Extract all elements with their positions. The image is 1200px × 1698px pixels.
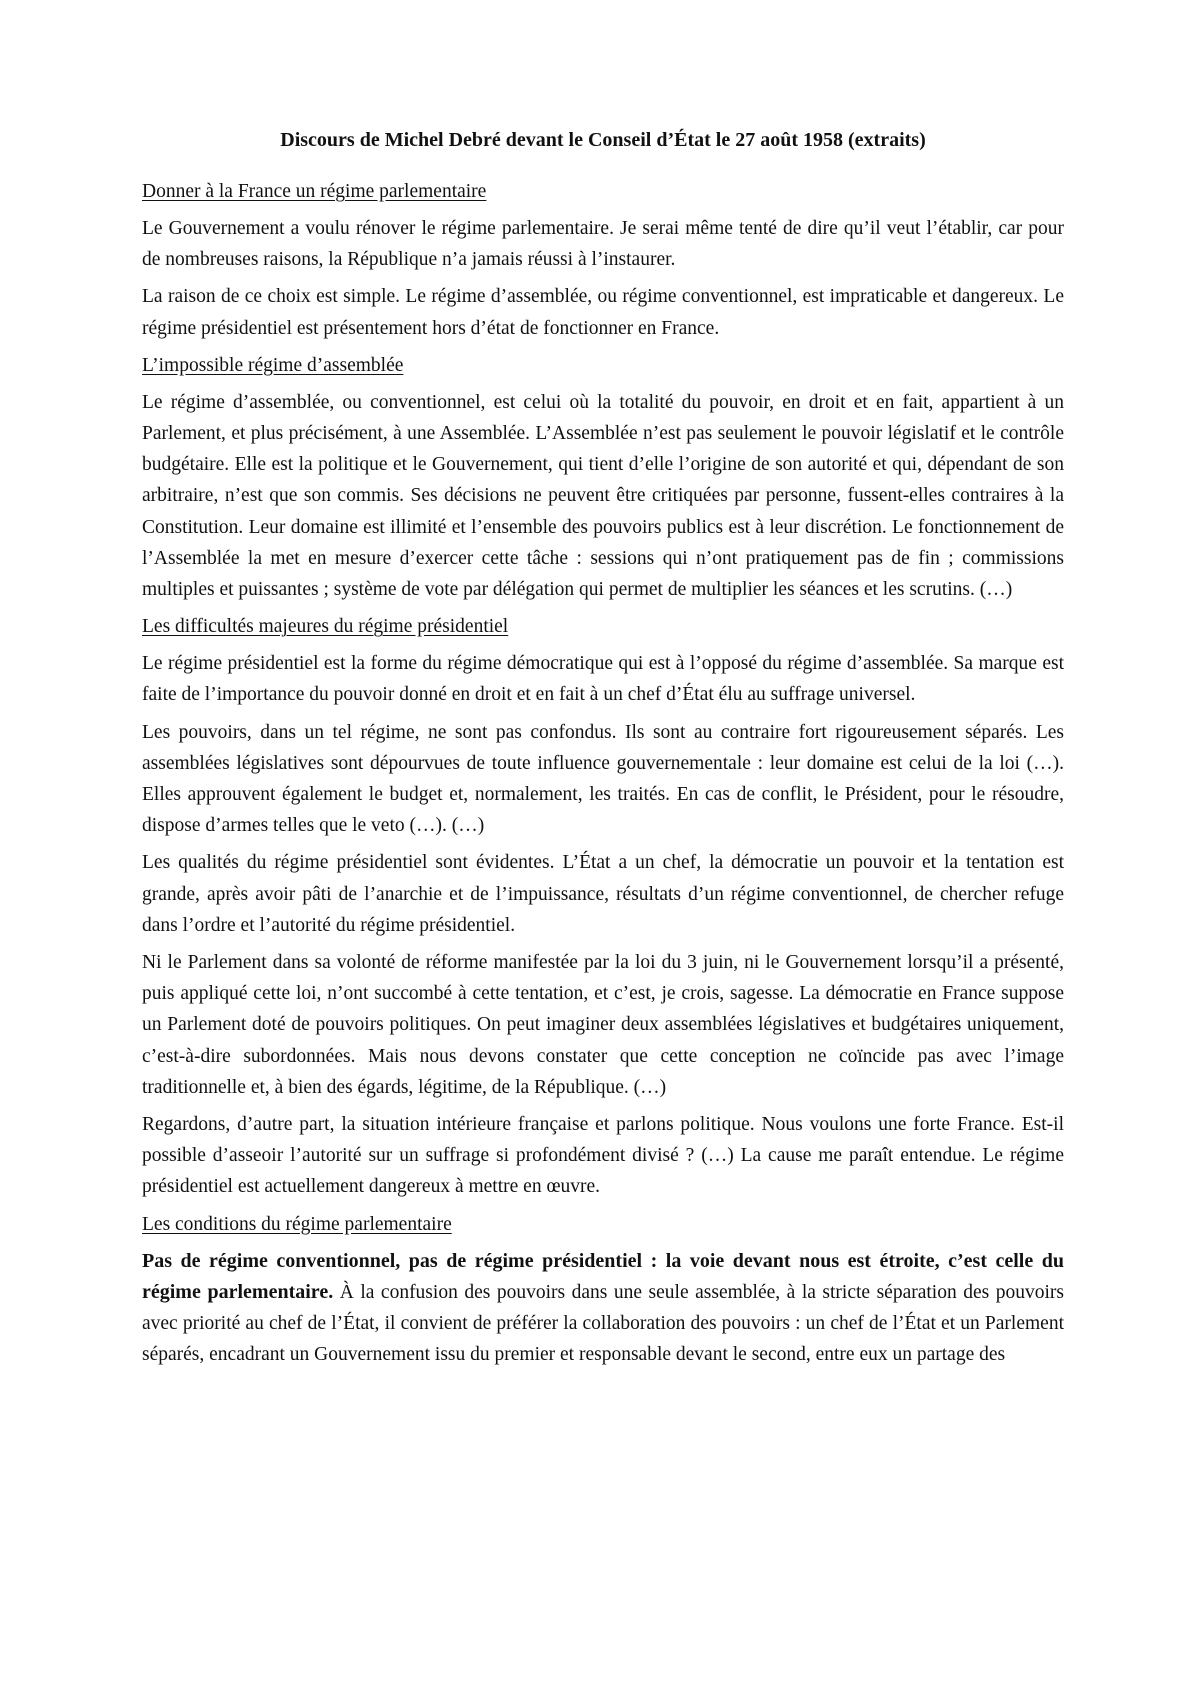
paragraph: Les qualités du régime présidentiel sont évidentes. L’État a un chef, la démocratie un pouvoir et la tentation est grande, après avoir pâti de l’anarchie et de l’impuissance, résultats d’un régime conventionnel, de chercher refuge dans l’ordre et l’autorité du régime présidentiel. — [142, 852, 1064, 936]
paragraph: Le Gouvernement a voulu rénover le régime parlementaire. Je serai même tenté de dire qu’il veut l’établir, car pour de nombreuses raisons, la République n’a jamais réussi à l’instaurer. — [142, 218, 1064, 271]
paragraph: Le régime présidentiel est la forme du régime démocratique qui est à l’opposé du régime d’assemblée. Sa marque est faite de l’importance du pouvoir donné en droit et en fait à un chef d’État élu au suffrage universel. — [142, 653, 1064, 706]
paragraph: Les pouvoirs, dans un tel régime, ne sont pas confondus. Ils sont au contraire fort rigoureusement séparés. Les assemblées législatives sont dépourvues de toute influence gouvernementale : leur domaine est celui de la loi (…). Elles approuvent également le budget et, normalement, les traités. En cas de conflit, le Président, pour le résoudre, dispose d’armes telles que le veto (…). (…) — [142, 721, 1064, 837]
bold-statement: Pas de régime conventionnel, pas de régime présidentiel : la voie devant nous est étroite, c’est celle du régime parlementaire. — [142, 1249, 1064, 1303]
paragraph-text: À la confusion des pouvoirs dans une seule assemblée, à la stricte séparation des pouvoirs avec priorité au chef de l’État, il convient de préférer la collaboration des pouvoirs : un chef de l’État et un Parlement séparés, encadrant un Gouvernement issu du premier et responsable devant le second, entre eux un partage des — [142, 1281, 1064, 1366]
section-heading: L’impossible régime d’assemblée — [142, 354, 404, 376]
paragraph: Ni le Parlement dans sa volonté de réforme manifestée par la loi du 3 juin, ni le Gouvernement lorsqu’il a présenté, puis appliqué cette loi, n’ont succombé à cette tentation, et c’est, je crois, sagesse. La démocratie en France suppose un Parlement doté de pouvoirs politiques. On peut imaginer deux assemblées législatives et budgétaires uniquement, c’est-à-dire subordonnées. Mais nous devons constater que cette conception ne coïncide pas avec l’image traditionnelle et, à bien des égards, légitime, de la République. (…) — [142, 952, 1064, 1098]
paragraph: La raison de ce choix est simple. Le régime d’assemblée, ou régime conventionnel, est impraticable et dangereux. Le régime présidentiel est présentement hors d’état de fonctionner en France. — [142, 286, 1064, 339]
paragraph: Regardons, d’autre part, la situation intérieure française et parlons politique. Nous voulons une forte France. Est-il possible d’asseoir l’autorité sur un suffrage si profondément divisé ? (…) La cause me paraît entendue. Le régime présidentiel est actuellement dangereux à mettre en œuvre. — [142, 1114, 1064, 1198]
paragraph — [142, 1246, 1064, 1371]
section-heading: Donner à la France un régime parlementaire — [142, 181, 487, 202]
paragraph: Le régime d’assemblée, ou conventionnel, est celui où la totalité du pouvoir, en droit et en fait, appartient à un Parlement, et plus précisément, à une Assemblée. L’Assemblée n’est pas seulement le pouvoir législatif et le contrôle budgétaire. Elle est la politique et le Gouvernement, qui tient d’elle l’origine de son autorité et qui, dépendant de son arbitraire, n’est que son commis. Ses décisions ne peuvent être critiquées par personne, fussent-elles contraires à la Constitution. Leur domaine est illimité et l’ensemble des pouvoirs publics est à leur discrétion. Le fonctionnement de l’Assemblée la met en mesure d’exercer cette tâche : sessions qui n’ont pratiquement pas de fin ; commissions multiples et puissantes ; système de vote par délégation qui permet de multiplier les séances et les scrutins. (…) — [142, 391, 1064, 601]
document-page — [142, 126, 1064, 1377]
document-title: Discours de Michel Debré devant le Conseil d’État le 27 août 1958 (extraits) — [280, 129, 926, 151]
section-heading: Les conditions du régime parlementaire — [142, 1213, 452, 1235]
section-heading: Les difficultés majeures du régime présidentiel — [142, 616, 509, 638]
